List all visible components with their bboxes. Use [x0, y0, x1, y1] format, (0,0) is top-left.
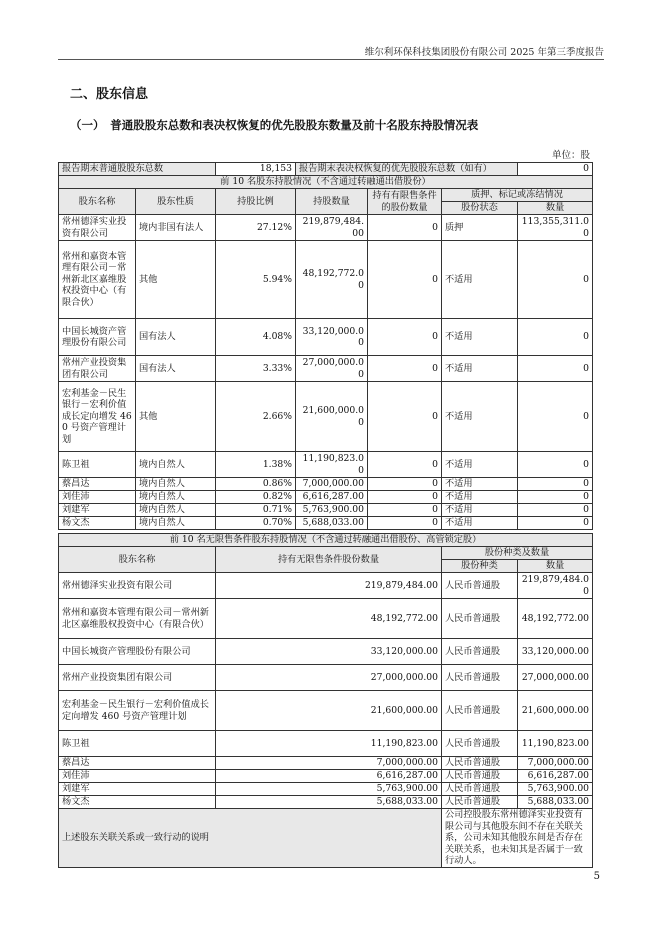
share-count: 5,688,033.00 — [518, 796, 593, 809]
holding-quantity: 33,120,000.00 — [296, 319, 368, 356]
shareholder-name: 刘建军 — [59, 783, 216, 796]
shareholder-nature: 境内自然人 — [136, 517, 216, 530]
header-nature: 股东性质 — [136, 189, 216, 215]
shareholder-nature: 境内非国有法人 — [136, 215, 216, 241]
pledge-count: 0 — [518, 241, 593, 319]
unrestricted-row — [59, 783, 593, 796]
shareholder-nature: 境内自然人 — [136, 504, 216, 517]
holding-quantity: 6,616,287.00 — [296, 491, 368, 504]
unrestricted-quantity: 27,000,000.00 — [216, 665, 442, 691]
preferred-shareholders-value: 0 — [518, 163, 593, 176]
pledge-status: 不适用 — [442, 478, 518, 491]
holding-quantity: 21,600,000.00 — [296, 382, 368, 452]
shareholder-name: 蔡昌达 — [59, 478, 136, 491]
pledge-status: 不适用 — [442, 382, 518, 452]
preferred-shareholders-label: 报告期末表决权恢复的优先股股东总数（如有） — [296, 163, 518, 176]
share-count: 5,763,900.00 — [518, 783, 593, 796]
top10-row — [59, 382, 593, 452]
pledge-status: 不适用 — [442, 504, 518, 517]
total-shareholders-label: 报告期末普通股股东总数 — [59, 163, 216, 176]
u-header-type-group: 股份种类及数量 — [442, 547, 593, 560]
top10-shareholders-table — [58, 162, 593, 530]
unrestricted-row — [59, 731, 593, 757]
u-header-type: 股份种类 — [442, 560, 518, 573]
share-count: 33,120,000.00 — [518, 639, 593, 665]
header-qty: 持股数量 — [296, 189, 368, 215]
pledge-status: 不适用 — [442, 452, 518, 478]
shareholder-name: 常州德泽实业投资有限公司 — [59, 215, 136, 241]
restricted-quantity: 0 — [368, 241, 442, 319]
share-type: 人民币普通股 — [442, 757, 518, 770]
page-number: 5 — [593, 871, 600, 882]
share-type: 人民币普通股 — [442, 731, 518, 757]
top10-caption: 前 10 名股东持股情况（不含通过转融通出借股份） — [59, 176, 593, 189]
pledge-status: 不适用 — [442, 241, 518, 319]
shareholder-name: 常州德泽实业投资有限公司 — [59, 573, 216, 599]
pledge-count: 0 — [518, 319, 593, 356]
shareholder-nature: 其他 — [136, 382, 216, 452]
share-type: 人民币普通股 — [442, 691, 518, 731]
share-type: 人民币普通股 — [442, 783, 518, 796]
pledge-count: 0 — [518, 517, 593, 530]
top10-row — [59, 319, 593, 356]
shareholder-name: 常州产业投资集团有限公司 — [59, 356, 136, 382]
holding-ratio: 4.08% — [216, 319, 296, 356]
share-count: 219,879,484.00 — [518, 573, 593, 599]
unrestricted-quantity: 219,879,484.00 — [216, 573, 442, 599]
restricted-quantity: 0 — [368, 504, 442, 517]
pledge-count: 0 — [518, 504, 593, 517]
shareholder-name: 中国长城资产管理股份有限公司 — [59, 639, 216, 665]
header-name: 股东名称 — [59, 189, 136, 215]
pledge-count: 0 — [518, 452, 593, 478]
restricted-quantity: 0 — [368, 382, 442, 452]
shareholder-nature: 境内自然人 — [136, 452, 216, 478]
share-type: 人民币普通股 — [442, 770, 518, 783]
relation-row — [59, 809, 593, 868]
holding-ratio: 27.12% — [216, 215, 296, 241]
holding-ratio: 1.38% — [216, 452, 296, 478]
top10-row — [59, 478, 593, 491]
holding-quantity: 219,879,484.00 — [296, 215, 368, 241]
shareholder-nature: 国有法人 — [136, 319, 216, 356]
top10-row — [59, 452, 593, 478]
header-restricted: 持有有限售条件的股份数量 — [368, 189, 442, 215]
top10-row — [59, 517, 593, 530]
unrestricted-row — [59, 665, 593, 691]
share-type: 人民币普通股 — [442, 796, 518, 809]
share-count: 21,600,000.00 — [518, 691, 593, 731]
subsection-title: （一） 普通股股东总数和表决权恢复的优先股股东数量及前十名股东持股情况表 — [70, 118, 479, 132]
shareholder-nature: 境内自然人 — [136, 478, 216, 491]
pledge-count: 0 — [518, 478, 593, 491]
holding-quantity: 11,190,823.00 — [296, 452, 368, 478]
shareholder-name: 宏利基金－民生银行－宏利价值成长定向增发 460 号资产管理计划 — [59, 382, 136, 452]
header-divider — [58, 59, 604, 60]
share-count: 11,190,823.00 — [518, 731, 593, 757]
shareholder-name: 陈卫祖 — [59, 731, 216, 757]
section-title: 二、股东信息 — [70, 87, 149, 102]
unrestricted-quantity: 48,192,772.00 — [216, 599, 442, 639]
unrestricted-row — [59, 573, 593, 599]
share-count: 7,000,000.00 — [518, 757, 593, 770]
shareholder-nature: 境内自然人 — [136, 491, 216, 504]
relation-label: 上述股东关联关系或一致行动的说明 — [59, 809, 442, 868]
top10-row — [59, 215, 593, 241]
share-count: 48,192,772.00 — [518, 599, 593, 639]
pledge-count: 0 — [518, 491, 593, 504]
header-pledge-group: 质押、标记或冻结情况 — [442, 189, 593, 202]
unit-label: 单位：股 — [551, 150, 590, 161]
unrestricted-row — [59, 639, 593, 665]
holding-ratio: 5.94% — [216, 241, 296, 319]
shareholder-name: 杨文杰 — [59, 796, 216, 809]
share-type: 人民币普通股 — [442, 639, 518, 665]
unrestricted-quantity: 11,190,823.00 — [216, 731, 442, 757]
share-count: 27,000,000.00 — [518, 665, 593, 691]
holding-ratio: 0.71% — [216, 504, 296, 517]
unrestricted-quantity: 7,000,000.00 — [216, 757, 442, 770]
unrestricted-quantity: 5,763,900.00 — [216, 783, 442, 796]
pledge-count: 0 — [518, 356, 593, 382]
top10-row — [59, 504, 593, 517]
unrestricted-quantity: 5,688,033.00 — [216, 796, 442, 809]
unrestricted-quantity: 6,616,287.00 — [216, 770, 442, 783]
shareholder-name: 常州产业投资集团有限公司 — [59, 665, 216, 691]
holding-ratio: 0.86% — [216, 478, 296, 491]
unrestricted-shareholders-table — [58, 533, 593, 868]
shareholder-nature: 国有法人 — [136, 356, 216, 382]
shareholder-name: 中国长城资产管理股份有限公司 — [59, 319, 136, 356]
share-type: 人民币普通股 — [442, 599, 518, 639]
holding-ratio: 3.33% — [216, 356, 296, 382]
pledge-status: 不适用 — [442, 356, 518, 382]
report-header: 维尔利环保科技集团股份有限公司 2025 年第三季度报告 — [364, 47, 604, 58]
top10-row — [59, 356, 593, 382]
shareholder-name: 陈卫祖 — [59, 452, 136, 478]
pledge-status: 不适用 — [442, 491, 518, 504]
holding-quantity: 7,000,000.00 — [296, 478, 368, 491]
restricted-quantity: 0 — [368, 215, 442, 241]
shareholder-name: 蔡昌达 — [59, 757, 216, 770]
header-ratio: 持股比例 — [216, 189, 296, 215]
pledge-status: 质押 — [442, 215, 518, 241]
u-header-count: 数量 — [518, 560, 593, 573]
unrestricted-caption: 前 10 名无限售条件股东持股情况（不含通过转融通出借股份、高管锁定股） — [59, 534, 593, 547]
pledge-count: 0 — [518, 382, 593, 452]
unrestricted-row — [59, 691, 593, 731]
holding-ratio: 0.82% — [216, 491, 296, 504]
unrestricted-quantity: 33,120,000.00 — [216, 639, 442, 665]
restricted-quantity: 0 — [368, 491, 442, 504]
holding-quantity: 27,000,000.00 — [296, 356, 368, 382]
unrestricted-row — [59, 599, 593, 639]
shareholder-name: 刘佳沛 — [59, 491, 136, 504]
total-shareholders-value: 18,153 — [216, 163, 296, 176]
holding-quantity: 48,192,772.00 — [296, 241, 368, 319]
shareholder-name: 刘佳沛 — [59, 770, 216, 783]
pledge-status: 不适用 — [442, 319, 518, 356]
restricted-quantity: 0 — [368, 319, 442, 356]
holding-quantity: 5,688,033.00 — [296, 517, 368, 530]
share-type: 人民币普通股 — [442, 573, 518, 599]
pledge-count: 113,355,311.00 — [518, 215, 593, 241]
restricted-quantity: 0 — [368, 478, 442, 491]
header-status: 股份状态 — [442, 202, 518, 215]
holding-ratio: 2.66% — [216, 382, 296, 452]
unrestricted-row — [59, 796, 593, 809]
restricted-quantity: 0 — [368, 356, 442, 382]
restricted-quantity: 0 — [368, 517, 442, 530]
header-count: 数量 — [518, 202, 593, 215]
shareholder-name: 刘建军 — [59, 504, 136, 517]
u-header-name: 股东名称 — [59, 547, 216, 573]
holding-ratio: 0.70% — [216, 517, 296, 530]
u-header-qty: 持有无限售条件股份数量 — [216, 547, 442, 573]
unrestricted-row — [59, 757, 593, 770]
top10-row — [59, 241, 593, 319]
share-type: 人民币普通股 — [442, 665, 518, 691]
shareholder-name: 杨文杰 — [59, 517, 136, 530]
top10-row — [59, 491, 593, 504]
relation-text: 公司控股股东常州德泽实业投资有限公司与其他股东间不存在关联关系，公司未知其他股东间是否存在关联关系，也未知其是否属于一致行动人。 — [442, 809, 593, 868]
holding-quantity: 5,763,900.00 — [296, 504, 368, 517]
shareholder-name: 宏利基金－民生银行－宏利价值成长定向增发 460 号资产管理计划 — [59, 691, 216, 731]
shareholder-name: 常州和嘉资本管理有限公司－常州新北区嘉维股权投资中心（有限合伙） — [59, 241, 136, 319]
unrestricted-quantity: 21,600,000.00 — [216, 691, 442, 731]
restricted-quantity: 0 — [368, 452, 442, 478]
shareholder-nature: 其他 — [136, 241, 216, 319]
pledge-status: 不适用 — [442, 517, 518, 530]
shareholder-name: 常州和嘉资本管理有限公司－常州新北区嘉维股权投资中心（有限合伙） — [59, 599, 216, 639]
unrestricted-row — [59, 770, 593, 783]
share-count: 6,616,287.00 — [518, 770, 593, 783]
